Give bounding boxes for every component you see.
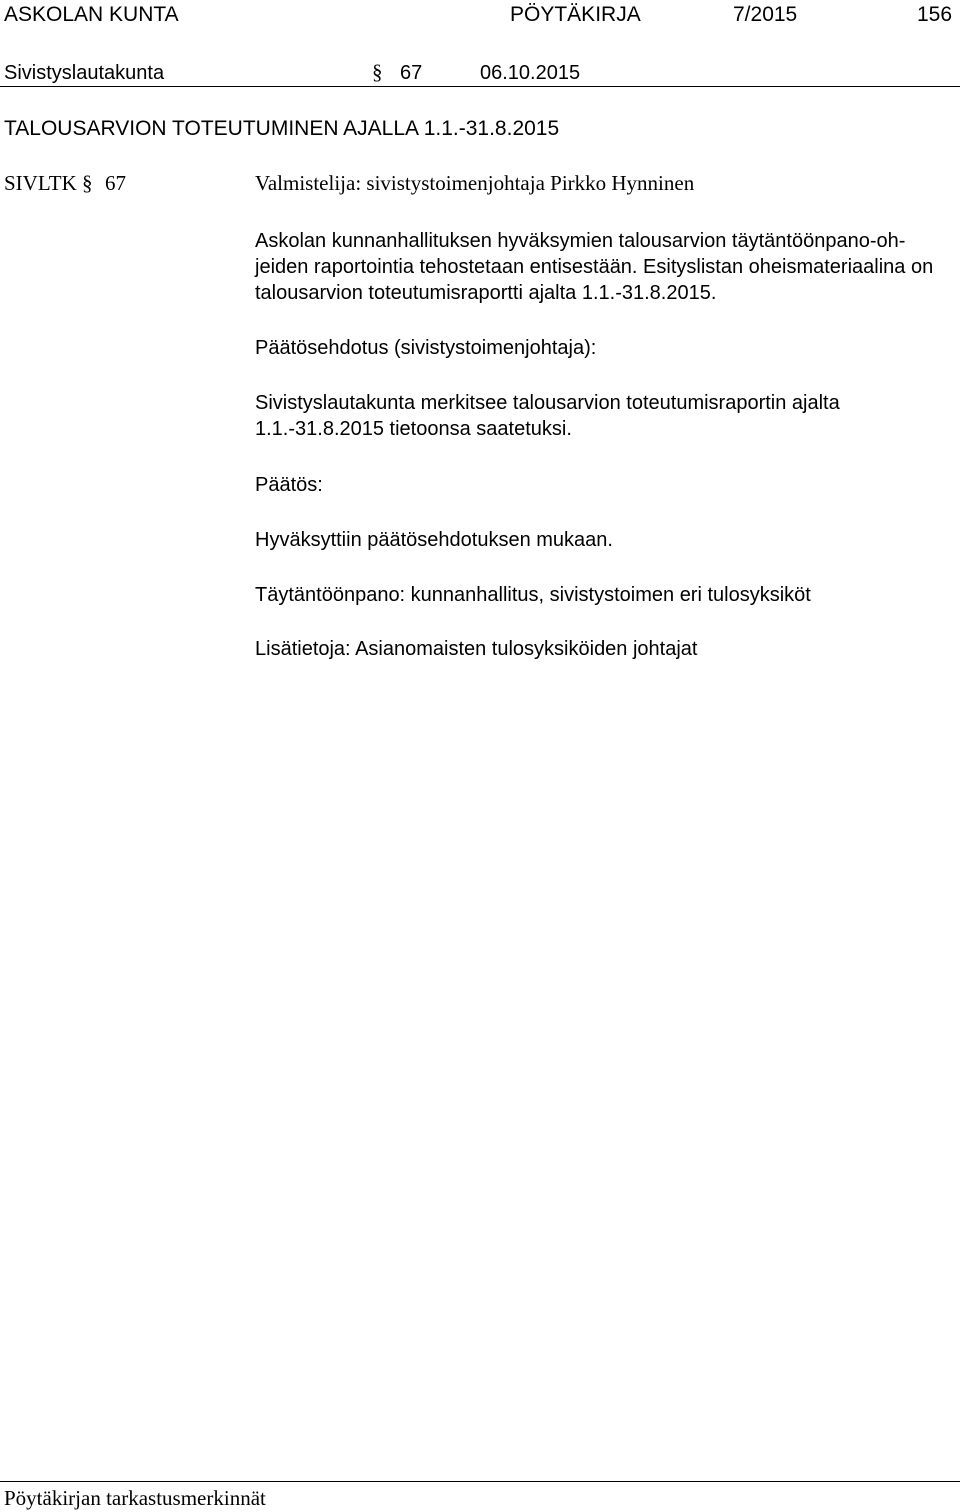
intro-paragraph (255, 228, 955, 306)
document-number: 7/2015 (733, 3, 798, 26)
municipality-name: ASKOLAN KUNTA (4, 3, 179, 26)
section-symbol: § (372, 60, 383, 84)
section-ref-symbol: § (82, 171, 93, 195)
intro-line: jeiden raportointia tehostetaan entisestään. Esityslistan oheismateriaalina on (255, 256, 934, 278)
footer-rule (0, 1481, 960, 1482)
meeting-date: 06.10.2015 (480, 62, 581, 84)
proposal-heading: Päätösehdotus (sivistystoimenjohtaja): (255, 337, 597, 359)
section-number: 67 (400, 62, 423, 84)
more-info-line: Lisätietoja: Asianomaisten tulosyksiköiden johtajat (255, 638, 698, 660)
preparer-line: Valmistelija: sivistystoimenjohtaja Pirkko Hynninen (255, 171, 695, 195)
proposal-paragraph (255, 390, 955, 442)
header-rule (0, 86, 960, 87)
page-title: TALOUSARVION TOTEUTUMINEN AJALLA 1.1.-31.8.2015 (4, 117, 560, 140)
document-type: PÖYTÄKIRJA (510, 3, 641, 26)
committee-name: Sivistyslautakunta (4, 62, 165, 84)
decision-heading: Päätös: (255, 474, 323, 496)
proposal-line: Sivistyslautakunta merkitsee talousarvion toteutumisraportin ajalta (255, 392, 840, 414)
section-ref-number: 67 (105, 171, 126, 195)
decision-text: Hyväksyttiin päätösehdotuksen mukaan. (255, 529, 613, 551)
intro-line: Askolan kunnanhallituksen hyväksymien talousarvion täytäntöönpano-oh- (255, 230, 906, 252)
section-ref-label: SIVLTK (4, 171, 77, 195)
page-number: 156 (917, 3, 953, 26)
proposal-line: 1.1.-31.8.2015 tietoonsa saatetuksi. (255, 418, 572, 440)
inspection-note: Pöytäkirjan tarkastusmerkinnät (4, 1486, 266, 1510)
implementation-line: Täytäntöönpano: kunnanhallitus, sivistystoimen eri tulosyksiköt (255, 584, 811, 606)
intro-line: talousarvion toteutumisraportti ajalta 1.1.-31.8.2015. (255, 282, 717, 304)
